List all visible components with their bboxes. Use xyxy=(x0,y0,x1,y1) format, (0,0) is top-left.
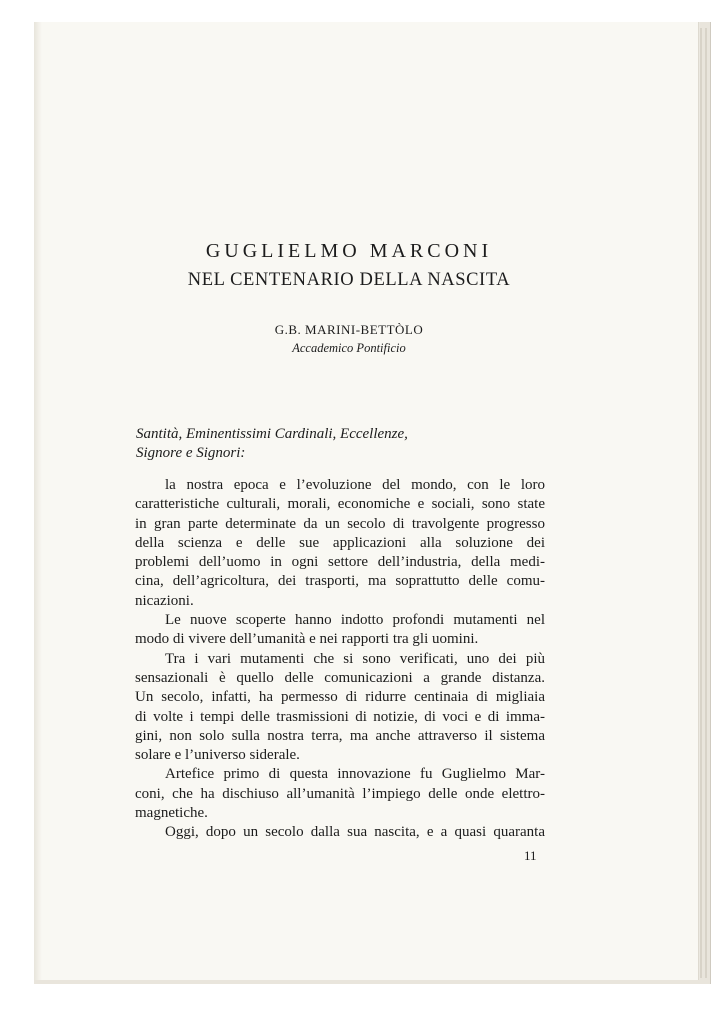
body-line: di volte i tempi delle trasmissioni di notizie, di voci e di imma- xyxy=(135,708,545,725)
body-text xyxy=(135,476,545,843)
body-line: gini, non solo sulla nostra terra, ma anche attraverso il sistema xyxy=(135,727,545,744)
body-line: problemi dell’uomo in ogni settore dell’industria, della medi- xyxy=(135,554,545,571)
body-line: Artefice primo di questa innovazione fu Guglielmo Mar- xyxy=(165,766,545,783)
body-line: Un secolo, infatti, ha permesso di ridurre centinaia di migliaia xyxy=(135,689,545,706)
page-number: 11 xyxy=(524,848,537,863)
body-line: nicazioni. xyxy=(135,592,194,609)
body-line: della scienza e delle sue applicazioni alla soluzione dei xyxy=(135,534,545,551)
body-line: caratteristiche culturali, morali, economiche e sociali, sono state xyxy=(135,496,545,513)
author-affiliation: Accademico Pontificio xyxy=(292,341,406,355)
body-line: coni, che ha dischiuso all’umanità l’impiego delle onde elettro- xyxy=(135,785,545,802)
title-line-1: GUGLIELMO MARCONI xyxy=(205,240,493,262)
body-line: solare e l’universo siderale. xyxy=(135,747,300,764)
body-line: cina, dell’agricoltura, dei trasporti, ma soprattutto delle comu- xyxy=(135,573,545,590)
body-line: modo di vivere dell’umanità e nei rapporti tra gli uomini. xyxy=(135,631,479,648)
salutation-line: Santità, Eminentissimi Cardinali, Eccellenze, xyxy=(136,426,408,442)
salutation xyxy=(136,425,408,463)
title-line-2: NEL CENTENARIO DELLA NASCITA xyxy=(187,270,511,290)
body-line: sensazionali è quello delle comunicazioni a grande distanza. xyxy=(135,669,545,686)
author-name: G.B. MARINI-BETTÒLO xyxy=(274,322,424,337)
page-edge xyxy=(705,28,707,978)
body-line: la nostra epoca e l’evoluzione del mondo, con le loro xyxy=(165,477,545,493)
body-line: Le nuove scoperte hanno indotto profondi mutamenti nel xyxy=(165,612,545,629)
salutation-line: Signore e Signori: xyxy=(136,445,246,461)
body-line: magnetiche. xyxy=(135,805,208,822)
page-edge xyxy=(700,28,702,978)
body-line: Oggi, dopo un secolo dalla sua nascita, e a quasi quaranta xyxy=(165,824,545,841)
page-spine-shadow xyxy=(34,22,42,980)
body-line: in gran parte determinate da un secolo di travolgente progresso xyxy=(135,515,545,532)
body-line: Tra i vari mutamenti che si sono verificati, uno dei più xyxy=(165,650,545,667)
